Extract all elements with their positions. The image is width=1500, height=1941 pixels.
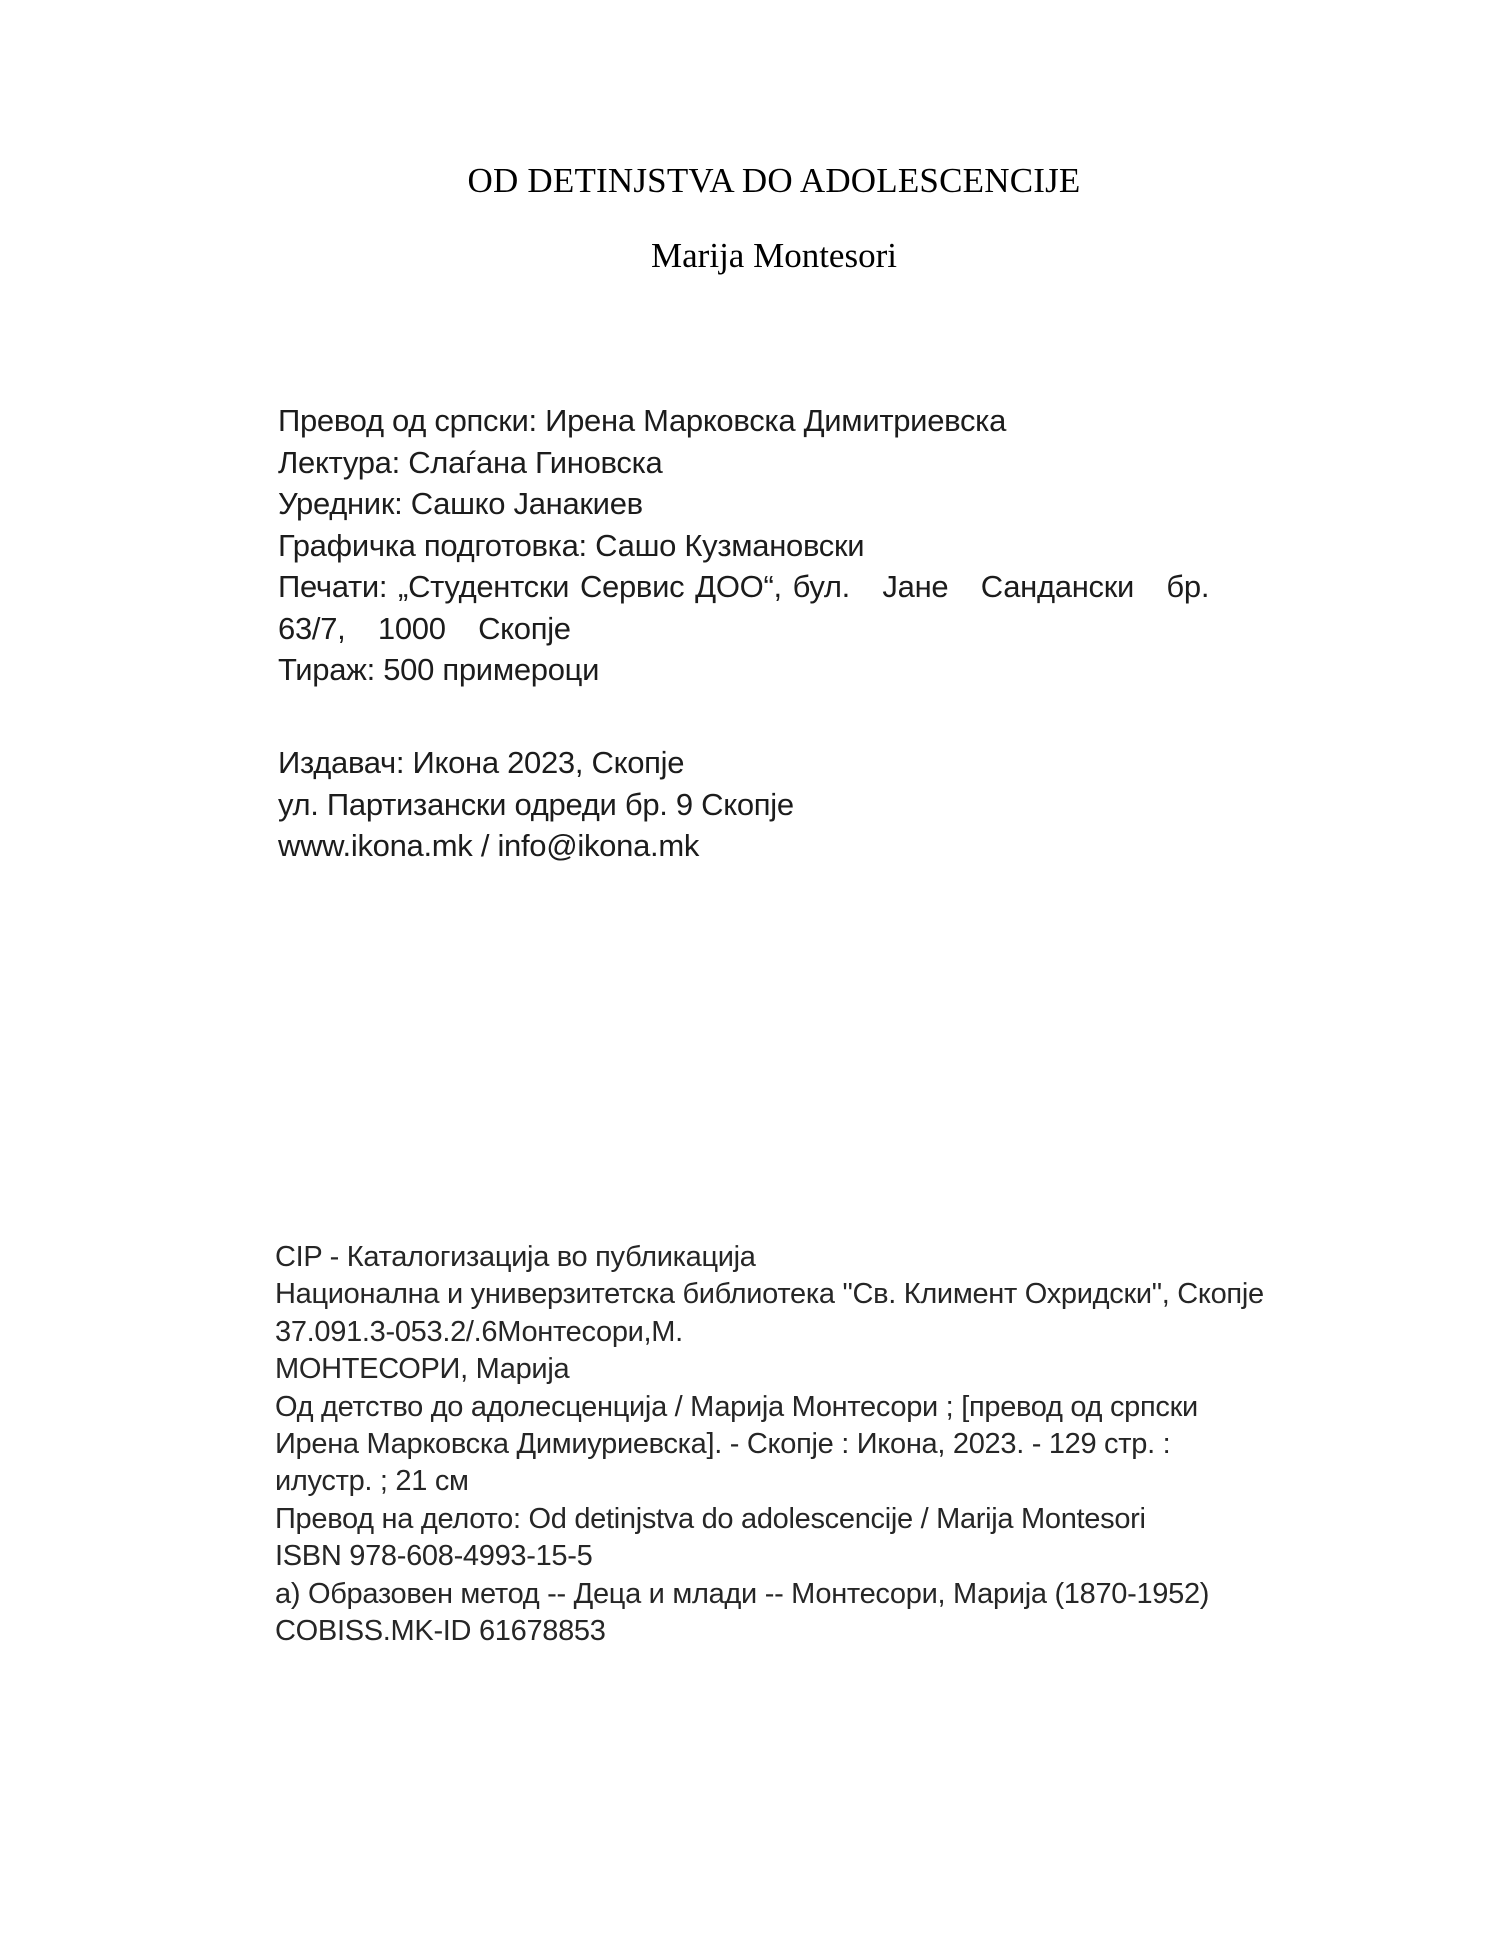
imprint-line-printer-address: 63/7, 1000 Скопје [278,610,571,646]
book-title: OD DETINJSTVA DO ADOLESCENCIJE [467,161,1081,200]
title-block [278,160,1270,277]
cip-line-author-heading: МОНТЕСОРИ, Марија [275,1353,570,1386]
publisher-block [278,742,794,867]
cip-line-subjects: а) Образовен метод -- Деца и млади -- Монтесори, Марија (1870-1952) [275,1577,1210,1610]
cip-line-header: CIP - Каталогизација во публикација [275,1241,756,1273]
cip-line-description-1: Од детство до адолесценција / Марија Монтесори ; [превод од српски [275,1390,1198,1423]
imprint-block [278,400,1209,691]
cip-line-original-title: Превод на делото: Od detinjstva do adolescencije / Marija Montesori [275,1502,1146,1535]
cip-line-cobiss-id: COBISS.MK-ID 61678853 [275,1615,606,1648]
cip-line-isbn: ISBN 978-608-4993-15-5 [275,1540,593,1573]
publisher-line-contacts: www.ikona.mk / info@ikona.mk [278,828,700,863]
cip-line-udc: 37.091.3-053.2/.6Монтесори,М. [275,1315,683,1348]
cip-line-library: Национална и универзитетска библиотека "Св. Климент Охридски", Скопје [275,1278,1264,1311]
cip-block [275,1239,1264,1650]
imprint-line-proofreader: Лектура: Слаѓана Гиновска [278,444,663,480]
cip-line-description-2: Ирена Марковска Димиуриевска]. - Скопје : Икона, 2023. - 129 стр. : [275,1428,1171,1461]
cip-line-description-3: илустр. ; 21 см [275,1465,469,1498]
publisher-line-name: Издавач: Икона 2023, Скопје [278,745,685,780]
imprint-line-translator: Превод од српски: Ирена Марковска Димитриевска [278,403,1007,438]
imprint-line-graphic-design: Графичка подготовка: Сашо Кузмановски [278,527,865,563]
publisher-line-address: ул. Партизански одреди бр. 9 Скопје [278,786,794,822]
book-author: Marija Montesori [651,236,897,275]
imprint-line-print-run: Тираж: 500 примероци [278,652,600,687]
imprint-line-printer: Печати: „Студентски Сервис ДОО“, бул. Јане Сандански бр. [278,569,1210,604]
imprint-line-editor: Уредник: Сашко Јанакиев [278,486,643,521]
